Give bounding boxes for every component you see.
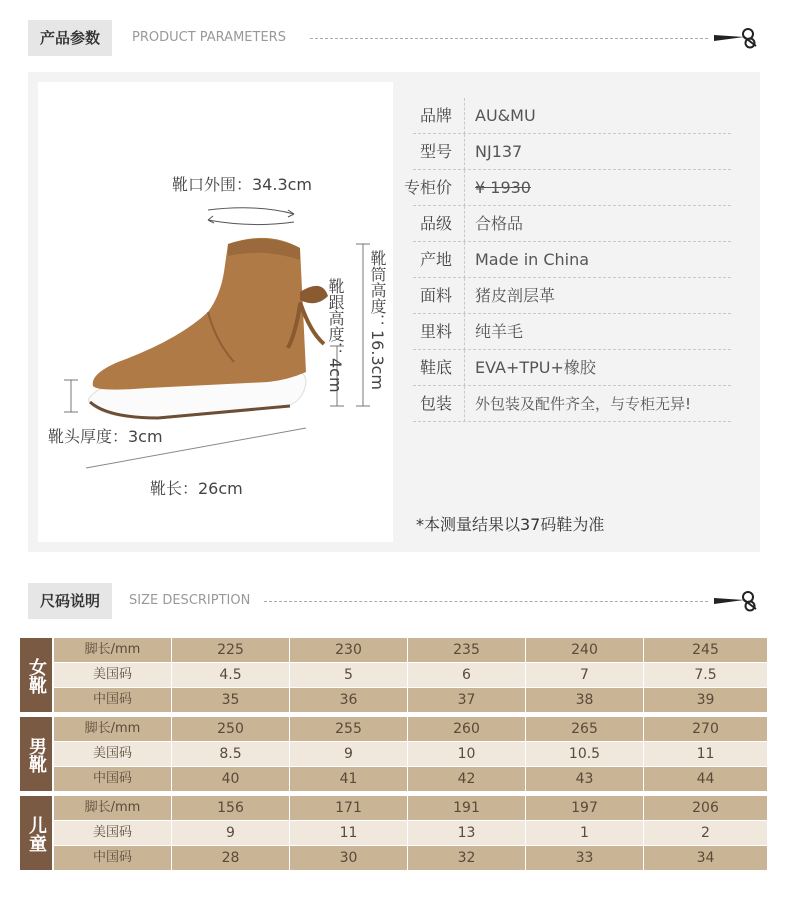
table-cell: 6 xyxy=(408,663,526,687)
spec-key: 品牌 xyxy=(413,98,465,134)
table-cell: 42 xyxy=(408,767,526,791)
table-cell: 30 xyxy=(290,846,408,870)
scissors-icon xyxy=(712,26,760,50)
product-params-subtitle: PRODUCT PARAMETERS xyxy=(132,30,286,45)
table-cell: 13 xyxy=(408,821,526,845)
shaft-height-measure: 靴筒高度：16.3cm xyxy=(368,250,387,391)
table-cell: 240 xyxy=(526,638,644,662)
spec-table xyxy=(403,98,731,422)
row-header: 美国码 xyxy=(54,821,172,845)
row-header: 中国码 xyxy=(54,846,172,870)
spec-value: 外包装及配件齐全，与专柜无异! xyxy=(475,395,692,413)
spec-key: 型号 xyxy=(413,134,465,170)
product-params-title: 产品参数 xyxy=(28,20,112,56)
row-header: 中国码 xyxy=(54,767,172,791)
spec-key: 里料 xyxy=(413,314,465,350)
size-desc-subtitle: SIZE DESCRIPTION xyxy=(129,593,251,608)
table-cell: 230 xyxy=(290,638,408,662)
measurement-note: *本测量结果以37码鞋为准 xyxy=(416,515,605,534)
divider xyxy=(310,38,708,39)
row-header: 脚长/mm xyxy=(54,796,172,820)
opening-measure: 靴口外围：34.3cm xyxy=(172,175,313,194)
table-row xyxy=(54,663,767,687)
parameter-panel xyxy=(28,72,760,552)
length-measure: 靴长：26cm xyxy=(150,479,243,498)
spec-row xyxy=(413,134,731,170)
table-cell: 265 xyxy=(526,717,644,741)
spec-value: 猪皮剖层革 xyxy=(475,286,556,305)
table-cell: 10.5 xyxy=(526,742,644,766)
table-row xyxy=(54,688,767,712)
table-cell: 255 xyxy=(290,717,408,741)
spec-row xyxy=(413,206,731,242)
product-params-header xyxy=(28,20,760,56)
table-cell: 156 xyxy=(172,796,290,820)
product-photo xyxy=(38,82,393,542)
table-cell: 191 xyxy=(408,796,526,820)
table-row xyxy=(54,846,767,870)
heel-height-measure: 靴跟高度：4cm xyxy=(326,278,345,393)
table-cell: 11 xyxy=(696,746,715,762)
spec-row xyxy=(413,350,731,386)
toe-thickness-measure: 靴头厚度：3cm xyxy=(48,427,163,446)
spec-key: 面料 xyxy=(413,278,465,314)
spec-row xyxy=(413,98,731,134)
spec-row xyxy=(413,386,731,422)
table-cell: 270 xyxy=(692,721,719,737)
table-cell: 38 xyxy=(526,688,644,712)
group-label: 女靴 xyxy=(20,638,52,712)
table-cell: 44 xyxy=(696,771,715,787)
table-cell: 2 xyxy=(701,825,710,841)
table-cell: 245 xyxy=(692,642,719,658)
size-desc-title: 尺码说明 xyxy=(28,583,112,619)
table-cell: 43 xyxy=(526,767,644,791)
spec-row xyxy=(413,314,731,350)
table-cell: 35 xyxy=(172,688,290,712)
spec-value: ¥ 1930 xyxy=(475,178,531,197)
spec-value: EVA+TPU+橡胶 xyxy=(475,358,596,377)
table-cell: 36 xyxy=(290,688,408,712)
row-header: 美国码 xyxy=(54,663,172,687)
spec-key: 产地 xyxy=(413,242,465,278)
table-cell: 8.5 xyxy=(172,742,290,766)
table-row xyxy=(54,796,767,820)
table-cell: 34 xyxy=(696,850,715,866)
spec-key: 专柜价 xyxy=(395,170,465,206)
table-cell: 10 xyxy=(408,742,526,766)
table-cell: 197 xyxy=(526,796,644,820)
row-header: 脚长/mm xyxy=(54,717,172,741)
table-row xyxy=(54,638,767,662)
table-cell: 4.5 xyxy=(172,663,290,687)
table-cell: 1 xyxy=(526,821,644,845)
spec-value: 纯羊毛 xyxy=(475,322,524,341)
divider xyxy=(264,601,708,602)
spec-row xyxy=(413,242,731,278)
spec-key: 包装 xyxy=(413,386,465,422)
scissors-icon xyxy=(712,589,760,613)
row-header: 中国码 xyxy=(54,688,172,712)
table-cell: 225 xyxy=(172,638,290,662)
table-cell: 7.5 xyxy=(694,667,717,683)
table-cell: 260 xyxy=(408,717,526,741)
spec-key: 鞋底 xyxy=(413,350,465,386)
row-header: 脚长/mm xyxy=(54,638,172,662)
table-cell: 235 xyxy=(408,638,526,662)
table-cell: 39 xyxy=(696,692,715,708)
table-cell: 7 xyxy=(526,663,644,687)
table-row xyxy=(54,742,767,766)
table-cell: 33 xyxy=(526,846,644,870)
spec-row xyxy=(403,170,731,206)
table-cell: 5 xyxy=(290,663,408,687)
table-cell: 28 xyxy=(172,846,290,870)
table-row xyxy=(54,821,767,845)
table-cell: 40 xyxy=(172,767,290,791)
table-cell: 9 xyxy=(172,821,290,845)
group-label: 儿童 xyxy=(20,796,52,870)
table-cell: 171 xyxy=(290,796,408,820)
spec-value: NJ137 xyxy=(475,142,523,161)
spec-key: 品级 xyxy=(413,206,465,242)
table-cell: 41 xyxy=(290,767,408,791)
group-label: 男靴 xyxy=(20,717,52,791)
table-row xyxy=(54,767,767,791)
spec-row xyxy=(413,278,731,314)
table-cell: 206 xyxy=(692,800,719,816)
spec-value: 合格品 xyxy=(475,214,524,233)
table-cell: 9 xyxy=(290,742,408,766)
table-cell: 32 xyxy=(408,846,526,870)
table-row xyxy=(54,717,767,741)
table-cell: 11 xyxy=(290,821,408,845)
table-cell: 37 xyxy=(408,688,526,712)
row-header: 美国码 xyxy=(54,742,172,766)
spec-value: AU&MU xyxy=(475,106,536,125)
spec-value: Made in China xyxy=(475,250,590,269)
size-desc-header xyxy=(28,583,760,619)
table-cell: 250 xyxy=(172,717,290,741)
